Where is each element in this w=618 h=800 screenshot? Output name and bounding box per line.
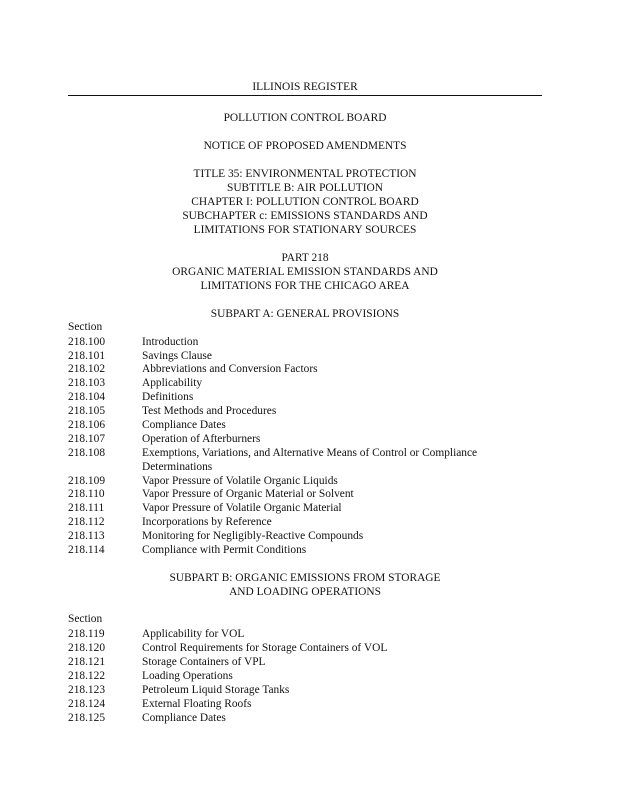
- toc-row: [68, 655, 542, 669]
- section-title: Control Requirements for Storage Containers of VOL: [142, 642, 388, 654]
- subpart-b-heading: SUBPART B: ORGANIC EMISSIONS FROM STORAGE: [169, 572, 441, 584]
- title-line: CHAPTER I: POLLUTION CONTROL BOARD: [191, 196, 419, 208]
- section-number: 218.122: [68, 670, 106, 682]
- section-title: Petroleum Liquid Storage Tanks: [142, 684, 290, 696]
- section-title: Storage Containers of VPL: [142, 656, 266, 668]
- part-line: LIMITATIONS FOR THE CHICAGO AREA: [200, 280, 410, 292]
- toc-row: [68, 376, 542, 390]
- toc-row: [68, 349, 542, 363]
- section-number: 218.107: [68, 433, 106, 445]
- section-title: Savings Clause: [142, 350, 212, 362]
- section-number: 218.109: [68, 475, 106, 487]
- part-line: PART 218: [281, 252, 329, 264]
- section-title: Compliance with Permit Conditions: [142, 544, 307, 556]
- section-title: Vapor Pressure of Organic Material or Solvent: [142, 488, 354, 500]
- subpart-b-heading: AND LOADING OPERATIONS: [229, 586, 381, 598]
- toc-row: [68, 501, 542, 515]
- toc-row: [68, 627, 542, 641]
- section-title: Loading Operations: [142, 670, 233, 682]
- section-number: 218.100: [68, 336, 106, 348]
- title-line: SUBCHAPTER c: EMISSIONS STANDARDS AND: [182, 210, 428, 222]
- section-number: 218.111: [68, 502, 105, 514]
- section-title: Exemptions, Variations, and Alternative Means of Control or Compliance Determinations: [142, 447, 478, 473]
- toc-row: [68, 641, 542, 655]
- section-title: Vapor Pressure of Volatile Organic Material: [142, 502, 342, 514]
- section-title: Introduction: [142, 336, 199, 348]
- section-number: 218.106: [68, 419, 106, 431]
- section-number: 218.101: [68, 350, 106, 362]
- section-title: Monitoring for Negligibly-Reactive Compounds: [142, 530, 364, 542]
- section-title: Incorporations by Reference: [142, 516, 272, 528]
- section-title: Compliance Dates: [142, 712, 226, 724]
- section-number: 218.114: [68, 544, 105, 556]
- section-number: 218.119: [68, 628, 105, 640]
- subpart-a-heading: SUBPART A: GENERAL PROVISIONS: [210, 308, 400, 320]
- agency-name: POLLUTION CONTROL BOARD: [223, 112, 387, 124]
- toc-row: [68, 487, 542, 501]
- toc-row: [68, 683, 542, 697]
- toc-row: [68, 390, 542, 404]
- section-title: Applicability: [142, 377, 203, 389]
- toc-row: [68, 543, 542, 557]
- toc-row: [68, 697, 542, 711]
- section-label: Section: [68, 321, 103, 333]
- section-number: 218.110: [68, 488, 105, 500]
- toc-row: [68, 669, 542, 683]
- toc-row: [68, 711, 542, 725]
- section-title: Abbreviations and Conversion Factors: [142, 363, 318, 375]
- section-title: Compliance Dates: [142, 419, 226, 431]
- section-title: Vapor Pressure of Volatile Organic Liquids: [142, 475, 338, 487]
- section-number: 218.112: [68, 516, 105, 528]
- toc-row: [68, 404, 542, 418]
- toc-row: [68, 432, 542, 446]
- toc-row: [68, 529, 542, 543]
- section-number: 218.123: [68, 684, 106, 696]
- toc-row: [68, 418, 542, 432]
- toc-row: [68, 474, 542, 488]
- section-number: 218.104: [68, 391, 106, 403]
- title-line: SUBTITLE B: AIR POLLUTION: [227, 182, 383, 194]
- section-label: Section: [68, 613, 103, 625]
- notice-title: NOTICE OF PROPOSED AMENDMENTS: [203, 140, 407, 152]
- section-number: 218.120: [68, 642, 106, 654]
- part-line: ORGANIC MATERIAL EMISSION STANDARDS AND: [172, 266, 438, 278]
- title-line: LIMITATIONS FOR STATIONARY SOURCES: [193, 224, 417, 236]
- section-title: External Floating Roofs: [142, 698, 252, 710]
- section-number: 218.102: [68, 363, 106, 375]
- section-number: 218.124: [68, 698, 106, 710]
- toc-row: [68, 335, 542, 349]
- toc-row: [68, 362, 542, 376]
- section-number: 218.113: [68, 530, 105, 542]
- title-line: TITLE 35: ENVIRONMENTAL PROTECTION: [193, 168, 417, 180]
- section-number: 218.121: [68, 656, 106, 668]
- section-number: 218.108: [68, 447, 106, 459]
- section-title: Definitions: [142, 391, 194, 403]
- toc-row: [68, 515, 542, 529]
- register-header: ILLINOIS REGISTER: [252, 81, 358, 93]
- section-title: Applicability for VOL: [142, 628, 245, 640]
- header-rule: [68, 95, 542, 96]
- section-number: 218.125: [68, 712, 106, 724]
- section-number: 218.105: [68, 405, 106, 417]
- section-number: 218.103: [68, 377, 106, 389]
- section-title: Operation of Afterburners: [142, 433, 261, 445]
- section-title: Test Methods and Procedures: [142, 405, 277, 417]
